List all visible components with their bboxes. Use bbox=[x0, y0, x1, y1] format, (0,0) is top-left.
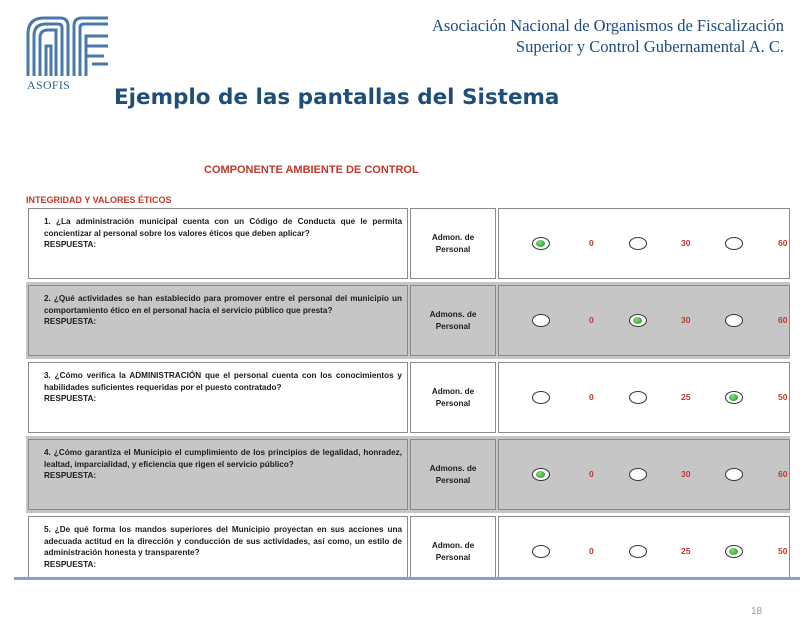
question-text: 5. ¿De qué forma los mandos superiores del Municipio proyectan en sus acciones una adecuada actitud en la dirección y conducción de sus actividades, así como, un estilo de administración honesta y transparente? bbox=[44, 525, 402, 557]
radio-option-3[interactable] bbox=[725, 391, 743, 404]
radio-option-1[interactable] bbox=[532, 237, 550, 250]
options-cell bbox=[498, 516, 790, 577]
option-value: 0 bbox=[589, 315, 594, 325]
responsible-cell bbox=[410, 208, 496, 279]
radio-option-2[interactable] bbox=[629, 391, 647, 404]
radio-option-2[interactable] bbox=[629, 314, 647, 327]
option-value: 30 bbox=[681, 469, 691, 479]
table-row bbox=[26, 282, 790, 359]
question-text: 2. ¿Qué actividades se han establecido para promover entre el personal del municipio un comportamiento ético en el personal hacia el servicio público que presta? bbox=[44, 294, 402, 315]
responsible-line-1: Admon. de bbox=[431, 386, 475, 396]
option-value: 0 bbox=[589, 546, 594, 556]
responsible-line-1: Admon. de bbox=[431, 232, 475, 242]
page-title: Ejemplo de las pantallas del Sistema bbox=[114, 85, 560, 110]
responsible-cell bbox=[410, 439, 496, 510]
answer-label: RESPUESTA: bbox=[44, 559, 97, 569]
radio-option-3[interactable] bbox=[725, 545, 743, 558]
responsible-line-1: Admons. de bbox=[429, 463, 477, 473]
responsible-line-2: Personal bbox=[435, 244, 471, 254]
radio-option-1[interactable] bbox=[532, 545, 550, 558]
answer-label: RESPUESTA: bbox=[44, 240, 97, 249]
section-title: INTEGRIDAD Y VALORES ÉTICOS bbox=[26, 195, 172, 205]
options-cell bbox=[498, 208, 790, 279]
table-row bbox=[26, 359, 790, 436]
question-cell bbox=[28, 516, 408, 577]
option-value: 0 bbox=[589, 469, 594, 479]
radio-option-3[interactable] bbox=[725, 468, 743, 481]
option-value: 60 bbox=[778, 315, 788, 325]
options-cell bbox=[498, 439, 790, 510]
question-cell bbox=[28, 285, 408, 356]
option-value: 25 bbox=[681, 546, 691, 556]
page-number: 18 bbox=[751, 606, 763, 617]
responsible-cell bbox=[410, 362, 496, 433]
radio-option-1[interactable] bbox=[532, 468, 550, 481]
option-value: 0 bbox=[589, 392, 594, 402]
radio-option-1[interactable] bbox=[532, 314, 550, 327]
option-value: 50 bbox=[778, 392, 788, 402]
screenshot-bottom-border bbox=[14, 577, 800, 580]
logo-text: ASOFIS bbox=[27, 78, 71, 92]
radio-option-3[interactable] bbox=[725, 314, 743, 327]
answer-label: RESPUESTA: bbox=[44, 471, 97, 480]
table-row bbox=[26, 436, 790, 513]
responsible-line-2: Personal bbox=[435, 552, 471, 562]
responsible-line-1: Admons. de bbox=[429, 309, 477, 319]
question-cell bbox=[28, 362, 408, 433]
options-cell bbox=[498, 285, 790, 356]
responsible-cell bbox=[410, 285, 496, 356]
radio-option-2[interactable] bbox=[629, 237, 647, 250]
component-title: COMPONENTE AMBIENTE DE CONTROL bbox=[204, 164, 419, 176]
question-text: 1. ¿La administración municipal cuenta con un Código de Conducta que le permita concientizar al personal sobre los valores éticos que deben aplicar? bbox=[44, 217, 402, 238]
answer-label: RESPUESTA: bbox=[44, 394, 97, 403]
table-row bbox=[26, 513, 790, 577]
responsible-line-2: Personal bbox=[435, 475, 471, 485]
option-value: 25 bbox=[681, 392, 691, 402]
question-text: 4. ¿Cómo garantiza el Municipio el cumplimiento de los principios de legalidad, honradez, lealtad, imparcialidad, y eficiencia que rigen el servicio público? bbox=[44, 448, 402, 469]
responsible-line-2: Personal bbox=[435, 321, 471, 331]
option-value: 30 bbox=[681, 315, 691, 325]
option-value: 60 bbox=[778, 238, 788, 248]
organization-name bbox=[432, 15, 784, 57]
question-cell bbox=[28, 208, 408, 279]
radio-option-1[interactable] bbox=[532, 391, 550, 404]
responsible-line-1: Admon. de bbox=[431, 540, 475, 550]
table-row bbox=[26, 205, 790, 282]
responsible-cell bbox=[410, 516, 496, 577]
radio-option-2[interactable] bbox=[629, 468, 647, 481]
option-value: 30 bbox=[681, 238, 691, 248]
option-value: 50 bbox=[778, 546, 788, 556]
options-cell bbox=[498, 362, 790, 433]
question-text: 3. ¿Cómo verifica la ADMINISTRACIÓN que el personal cuenta con los conocimientos y habilidades suficientes requeridas por el puesto contratado? bbox=[44, 371, 402, 392]
option-value: 60 bbox=[778, 469, 788, 479]
option-value: 0 bbox=[589, 238, 594, 248]
org-line-2: Superior y Control Gubernamental A. C. bbox=[515, 37, 784, 56]
responsible-line-2: Personal bbox=[435, 398, 471, 408]
question-cell bbox=[28, 439, 408, 510]
radio-option-2[interactable] bbox=[629, 545, 647, 558]
answer-label: RESPUESTA: bbox=[44, 317, 97, 326]
radio-option-3[interactable] bbox=[725, 237, 743, 250]
org-line-1: Asociación Nacional de Organismos de Fiscalización bbox=[431, 16, 784, 35]
